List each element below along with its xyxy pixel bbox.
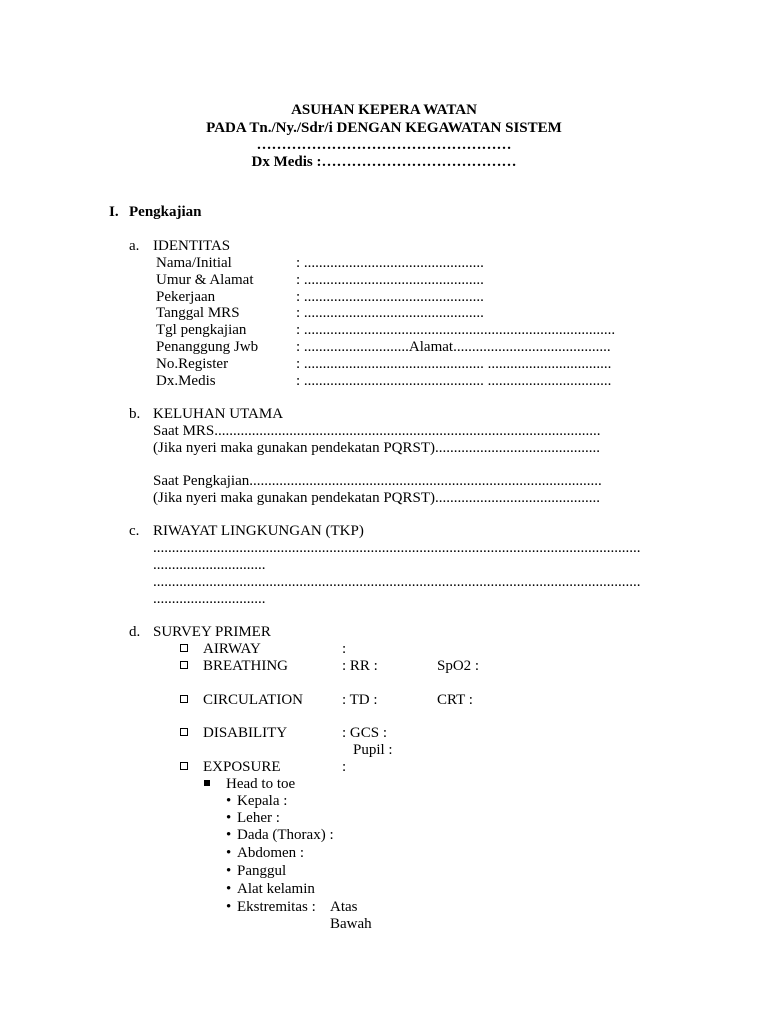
saat-pengkajian-line: Saat Pengkajian.............................................................................................. [153, 473, 602, 489]
breathing-spo2: SpO2 : [437, 658, 480, 674]
identitas-title: IDENTITAS [153, 238, 231, 254]
keluhan-title: KELUHAN UTAMA [153, 406, 284, 422]
bullet-icon: • [226, 881, 232, 897]
bullet-icon: • [226, 863, 232, 879]
exposure-item: Leher : [237, 810, 280, 826]
exposure-item: Abdomen : [237, 845, 305, 861]
identitas-value: : ............................Alamat.......................................... [296, 339, 611, 355]
identitas-label: Tanggal MRS [156, 305, 240, 321]
exposure-item: Panggul [237, 863, 287, 879]
document-subtitle: PADA Tn./Ny./Sdr/i DENGAN KEGAWATAN SISTEM [206, 120, 562, 136]
identitas-marker: a. [129, 238, 140, 254]
identitas-value: : ................................................ [296, 255, 484, 271]
dx-medis-header: Dx Medis :………………………………… [251, 154, 517, 170]
disability-pupil: Pupil : [353, 742, 393, 758]
survey-marker: d. [129, 624, 141, 640]
circulation-label: CIRCULATION [203, 692, 303, 708]
ekstremitas-bawah: Bawah [330, 916, 372, 932]
riwayat-dotted-line: .............................. [153, 557, 266, 573]
circulation-crt: CRT : [437, 692, 473, 708]
section-title: Pengkajian [129, 204, 202, 220]
section-number: I. [109, 204, 119, 220]
exposure-item: Dada (Thorax) : [237, 827, 334, 843]
bullet-icon: • [226, 827, 232, 843]
identitas-value: : ................................................ [296, 289, 484, 305]
breathing-checkbox[interactable] [180, 658, 188, 675]
identitas-label: Dx.Medis [156, 373, 216, 389]
exposure-item: Ekstremitas : [237, 899, 316, 915]
exposure-label: EXPOSURE [203, 759, 281, 775]
keluhan-marker: b. [129, 406, 141, 422]
bullet-icon: • [226, 793, 232, 809]
exposure-item: Kepala : [237, 793, 288, 809]
identitas-value: : ................................................ [296, 272, 484, 288]
exposure-item: Alat kelamin [237, 881, 315, 897]
pqrst-line: (Jika nyeri maka gunakan pendekatan PQRST)............................................ [153, 440, 601, 456]
square-bullet-icon [204, 776, 210, 793]
identitas-label: Umur & Alamat [156, 272, 254, 288]
riwayat-dotted-line: .................................................................................................................................. [153, 540, 641, 556]
saat-mrs-line: Saat MRS....................................................................................................... [153, 423, 601, 439]
airway-label: AIRWAY [203, 641, 261, 657]
exposure-checkbox[interactable] [180, 759, 188, 776]
head-to-toe-label: Head to toe [226, 776, 296, 792]
ekstremitas-atas: Atas [330, 899, 358, 915]
riwayat-title: RIWAYAT LINGKUNGAN (TKP) [153, 523, 364, 539]
airway-sep: : [342, 641, 347, 657]
riwayat-marker: c. [129, 523, 140, 539]
bullet-icon: • [226, 845, 232, 861]
circulation-td: : TD : [342, 692, 378, 708]
pqrst-line: (Jika nyeri maka gunakan pendekatan PQRST)............................................ [153, 490, 601, 506]
identitas-label: No.Register [156, 356, 229, 372]
breathing-label: BREATHING [203, 658, 288, 674]
bullet-icon: • [226, 899, 232, 915]
identitas-label: Nama/Initial [156, 255, 232, 271]
identitas-value: : ................................................ [296, 305, 484, 321]
exposure-sep: : [342, 759, 347, 775]
bullet-icon: • [226, 810, 232, 826]
disability-gcs: : GCS : [342, 725, 388, 741]
identitas-value: : ................................................ ................................. [296, 373, 612, 389]
identitas-label: Tgl pengkajian [156, 322, 247, 338]
identitas-label: Pekerjaan [156, 289, 216, 305]
survey-title: SURVEY PRIMER [153, 624, 271, 640]
circulation-checkbox[interactable] [180, 692, 188, 709]
system-blank-line: …………………………………………… [256, 137, 512, 153]
disability-label: DISABILITY [203, 725, 288, 741]
riwayat-dotted-line: .................................................................................................................................. [153, 574, 641, 590]
document-title: ASUHAN KEPERA WATAN [291, 102, 477, 118]
riwayat-dotted-line: .............................. [153, 591, 266, 607]
identitas-value: : ................................................................................... [296, 322, 616, 338]
identitas-value: : ................................................ ................................. [296, 356, 612, 372]
breathing-rr: : RR : [342, 658, 378, 674]
disability-checkbox[interactable] [180, 725, 188, 742]
airway-checkbox[interactable] [180, 641, 188, 658]
identitas-label: Penanggung Jwb [156, 339, 259, 355]
